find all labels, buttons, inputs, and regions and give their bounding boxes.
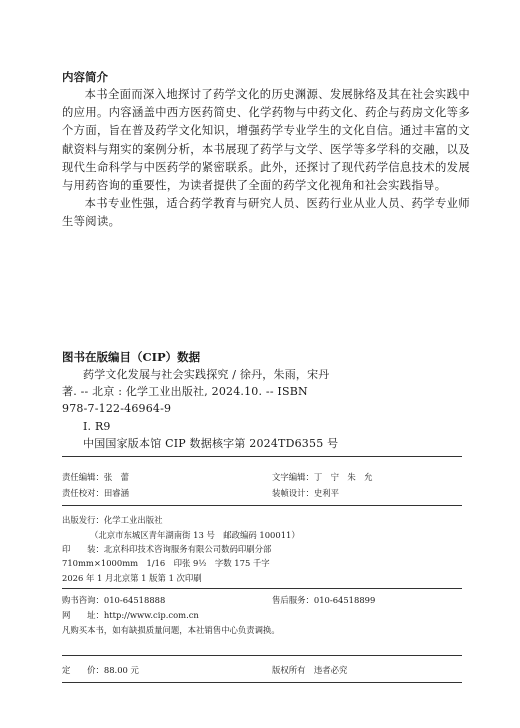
website-line: 网 址：http://www.cip.com.cn (62, 610, 199, 620)
divider-1 (62, 456, 462, 457)
printer-line: 印 装：北京科印技术咨询服务有限公司数码印刷分部 (62, 544, 272, 554)
publisher-address: （北京市东城区青年湖南街 13 号 邮政编码 100011） (90, 530, 300, 540)
cip-record (62, 366, 482, 452)
divider-5 (62, 682, 462, 683)
intro-text (62, 86, 470, 232)
responsible-editor: 责任编辑：张 蕾 (62, 472, 129, 482)
cip-title: 图书在版编目（CIP）数据 (62, 350, 201, 364)
quality-notice: 凡购买本书，如有缺损质量问题，本社销售中心负责调换。 (62, 625, 280, 635)
cip-line-2: 著. -- 北京 : 化学工业出版社, 2024.10. -- ISBN (62, 385, 308, 399)
proofreader: 责任校对：田睿涵 (62, 488, 129, 498)
intro-paragraph-2: 本书专业性强，适合药学教育与研究人员、医药行业从业人员、药学专业师生等阅读。 (62, 197, 470, 229)
price: 定 价：88.00 元 (62, 665, 139, 675)
cover-designer: 装帧设计：史利平 (272, 488, 339, 498)
purchase-hotline: 购书咨询：010-64518888 (62, 595, 166, 605)
cip-line-1: 药学文化发展与社会实践探究 / 徐丹，朱雨，宋丹 (83, 368, 330, 381)
rights-notice: 版权所有 违者必究 (272, 665, 348, 675)
format-line: 710mm×1000mm 1/16 印张 9½ 字数 175 千字 (62, 558, 270, 568)
publisher-line: 出版发行：化学工业出版社 (62, 515, 163, 525)
cip-line-5: 中国国家版本馆 CIP 数据核字第 2024TD6355 号 (83, 436, 339, 450)
edition-line: 2026 年 1 月北京第 1 版第 1 次印刷 (62, 573, 202, 583)
divider-2 (62, 505, 462, 506)
cip-line-3: 978-7-122-46964-9 (62, 402, 172, 416)
cip-line-4: Ⅰ. R9 (83, 419, 111, 433)
divider-4 (62, 655, 462, 656)
divider-3 (62, 588, 462, 589)
after-sales-hotline: 售后服务：010-64518899 (272, 595, 376, 605)
intro-title: 内容简介 (62, 70, 108, 84)
text-editor: 文字编辑：丁 宁 朱 允 (272, 472, 373, 482)
intro-paragraph-1: 本书全面而深入地探讨了药学文化的历史渊源、发展脉络及其在社会实践中的应用。内容涵盖中西方医药简史、化学药物与中药文化、药企与药房文化等多个方面，旨在普及药学文化知识，增强药学专业学生的文化自信。通过丰富的文献资料与翔实的案例分析，本书展现了药学与文学、医学等多学科的交融，以及现代生命科学与中医药学的紧密联系。此外，还探讨了现代药学信息技术的发展与用药咨询的重要性，为读者提供了全面的药学文化视角和社会实践指导。 (62, 88, 470, 193)
